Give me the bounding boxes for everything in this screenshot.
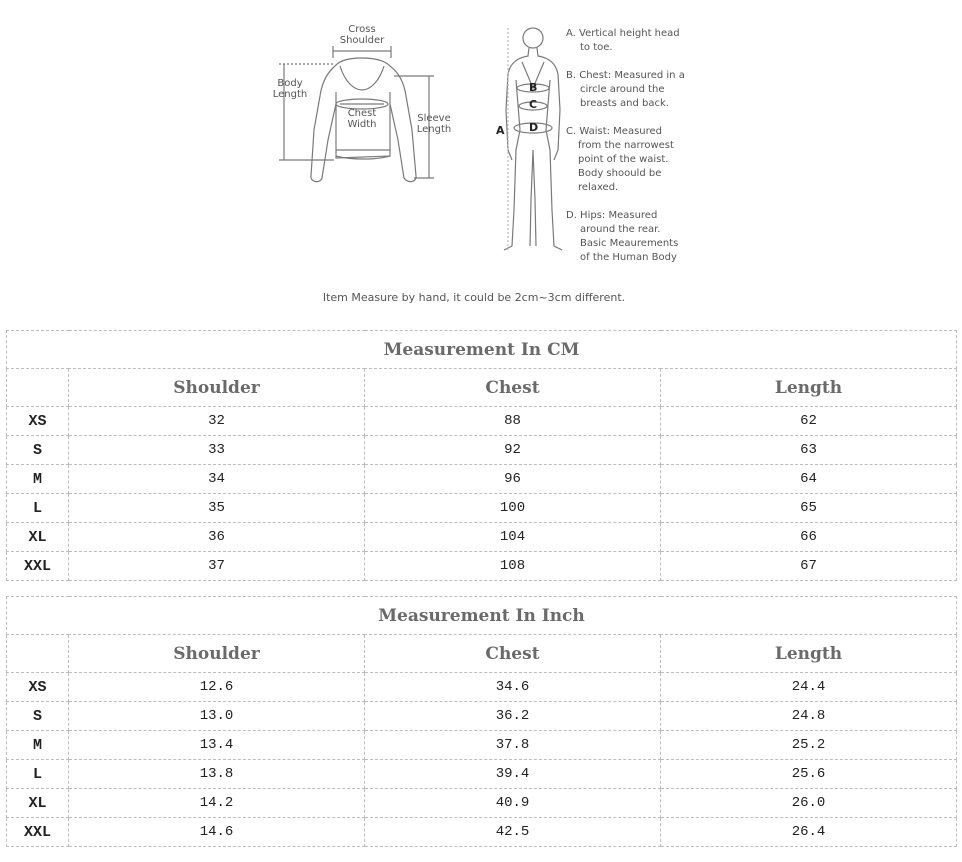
value-cell: 13.4 xyxy=(69,731,365,760)
corner-cell xyxy=(7,369,69,407)
corner-cell xyxy=(7,635,69,673)
inch-size-table xyxy=(6,596,957,847)
size-label: XL xyxy=(7,523,69,552)
size-label: XXL xyxy=(7,818,69,847)
value-cell: 13.8 xyxy=(69,760,365,789)
value-cell: 35 xyxy=(69,494,365,523)
size-label: XS xyxy=(7,407,69,436)
size-label: S xyxy=(7,702,69,731)
note-c: C. Waist: Measured from the narrowest point of the waist. Body shoould be relaxed. xyxy=(566,126,674,193)
garment-and-body-illustration xyxy=(0,0,962,320)
column-header: Length xyxy=(661,635,957,673)
table-row xyxy=(7,465,957,494)
letter-a: A xyxy=(496,124,505,137)
value-cell: 34 xyxy=(69,465,365,494)
column-header: Length xyxy=(661,369,957,407)
column-header: Chest xyxy=(365,369,661,407)
value-cell: 62 xyxy=(661,407,957,436)
table-row xyxy=(7,407,957,436)
value-cell: 26.4 xyxy=(661,818,957,847)
value-cell: 25.2 xyxy=(661,731,957,760)
table-title: Measurement In CM xyxy=(7,331,957,369)
letter-b: B xyxy=(529,81,538,94)
table-row xyxy=(7,494,957,523)
note-b: B. Chest: Measured in a circle around the breasts and back. xyxy=(566,70,685,109)
value-cell: 100 xyxy=(365,494,661,523)
size-label: M xyxy=(7,731,69,760)
value-cell: 32 xyxy=(69,407,365,436)
sweater-neckline xyxy=(340,66,384,90)
value-cell: 64 xyxy=(661,465,957,494)
note-d: D. Hips: Measured around the rear. Basic Meaurements of the Human Body xyxy=(566,210,679,263)
value-cell: 108 xyxy=(365,552,661,581)
value-cell: 14.2 xyxy=(69,789,365,818)
value-cell: 36.2 xyxy=(365,702,661,731)
value-cell: 92 xyxy=(365,436,661,465)
table-row xyxy=(7,673,957,702)
value-cell: 34.6 xyxy=(365,673,661,702)
column-header: Shoulder xyxy=(69,635,365,673)
column-header: Chest xyxy=(365,635,661,673)
sleeve-length-label: Sleeve Length xyxy=(416,113,452,135)
body-length-label: Body Length xyxy=(272,78,308,100)
letter-d: D xyxy=(529,121,539,134)
cm-size-table xyxy=(6,330,957,581)
table-row xyxy=(7,731,957,760)
table-title: Measurement In Inch xyxy=(7,597,957,635)
value-cell: 37.8 xyxy=(365,731,661,760)
value-cell: 88 xyxy=(365,407,661,436)
size-label: XS xyxy=(7,673,69,702)
column-header: Shoulder xyxy=(69,369,365,407)
table-row xyxy=(7,523,957,552)
size-label: L xyxy=(7,494,69,523)
table-row xyxy=(7,436,957,465)
chest-width-label: Chest Width xyxy=(347,108,377,130)
value-cell: 36 xyxy=(69,523,365,552)
size-label: XXL xyxy=(7,552,69,581)
value-cell: 39.4 xyxy=(365,760,661,789)
table-row xyxy=(7,552,957,581)
value-cell: 96 xyxy=(365,465,661,494)
value-cell: 42.5 xyxy=(365,818,661,847)
value-cell: 65 xyxy=(661,494,957,523)
value-cell: 37 xyxy=(69,552,365,581)
measurement-diagram xyxy=(0,0,962,320)
measure-caption: Item Measure by hand, it could be 2cm~3cm different. xyxy=(322,291,626,304)
value-cell: 24.4 xyxy=(661,673,957,702)
value-cell: 104 xyxy=(365,523,661,552)
value-cell: 12.6 xyxy=(69,673,365,702)
letter-c: C xyxy=(529,98,538,111)
size-label: M xyxy=(7,465,69,494)
size-label: S xyxy=(7,436,69,465)
value-cell: 67 xyxy=(661,552,957,581)
value-cell: 13.0 xyxy=(69,702,365,731)
cross-shoulder-label: Cross Shoulder xyxy=(339,24,385,46)
size-label: XL xyxy=(7,789,69,818)
figure-head xyxy=(523,28,543,48)
value-cell: 24.8 xyxy=(661,702,957,731)
table-row xyxy=(7,702,957,731)
value-cell: 33 xyxy=(69,436,365,465)
value-cell: 40.9 xyxy=(365,789,661,818)
value-cell: 26.0 xyxy=(661,789,957,818)
value-cell: 66 xyxy=(661,523,957,552)
note-a: A. Vertical height head to toe. xyxy=(566,28,680,53)
value-cell: 14.6 xyxy=(69,818,365,847)
value-cell: 25.6 xyxy=(661,760,957,789)
table-row xyxy=(7,789,957,818)
size-label: L xyxy=(7,760,69,789)
table-row xyxy=(7,818,957,847)
table-row xyxy=(7,760,957,789)
value-cell: 63 xyxy=(661,436,957,465)
